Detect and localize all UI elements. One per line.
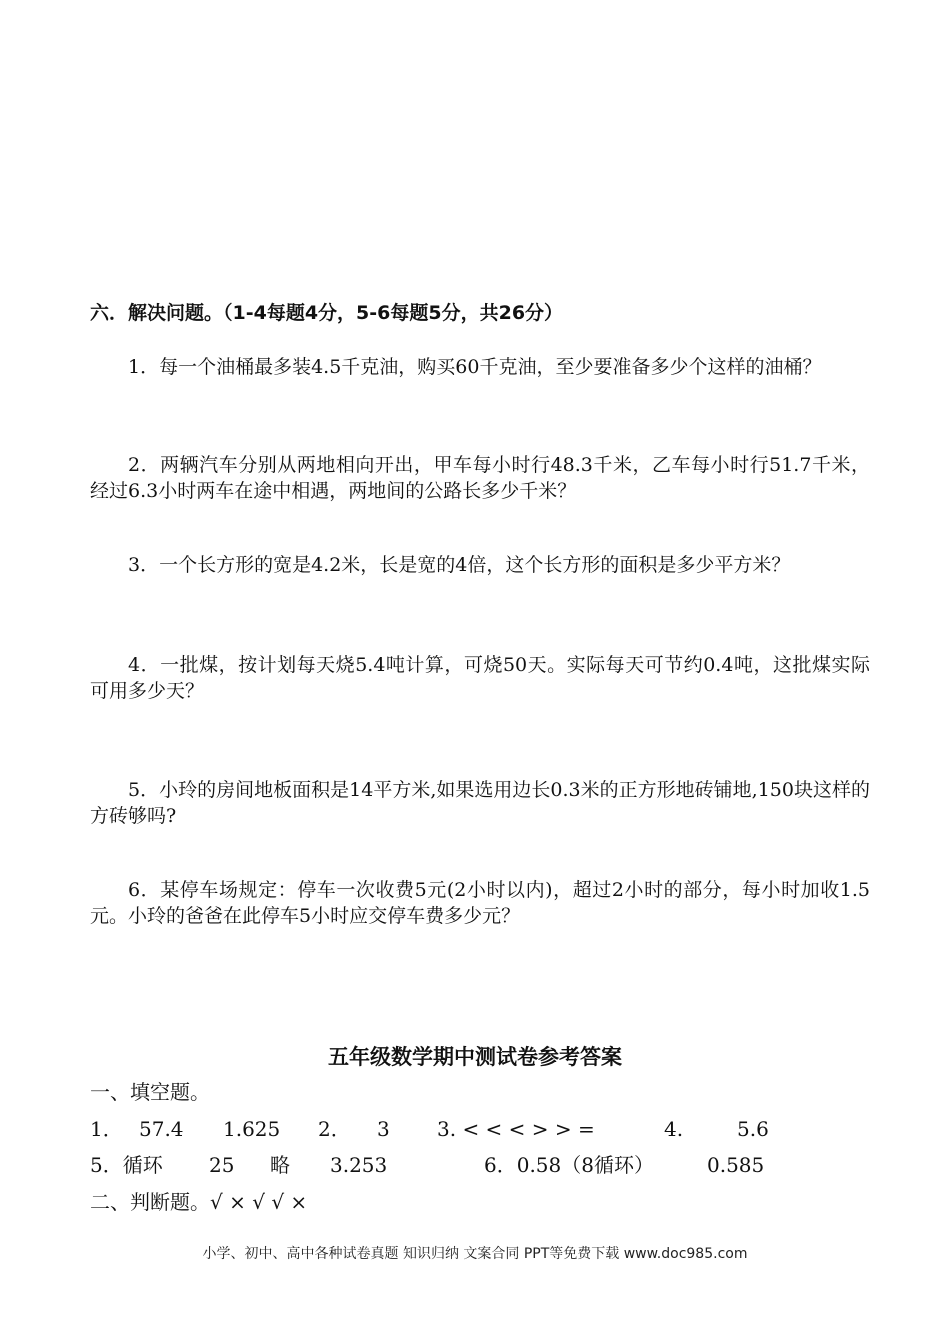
answer-value: 5.6 bbox=[737, 1117, 769, 1141]
answer-key-title: 五年级数学期中测试卷参考答案 bbox=[328, 1045, 622, 1069]
answer-value: 25 bbox=[209, 1153, 235, 1177]
answer-number: 5．循环 bbox=[90, 1153, 163, 1177]
question-5: 5．小玲的房间地板面积是14平方米,如果选用边长0.3米的正方形地砖铺地,150块这样的方砖够吗? bbox=[90, 779, 870, 827]
part1-heading: 一、填空题。 bbox=[90, 1080, 210, 1104]
part2-judgement: 二、判断题。√ × √ √ × bbox=[90, 1190, 308, 1214]
section-six-title: 六．解决问题。（1-4每题4分，5-6每题5分，共26分） bbox=[90, 302, 564, 324]
answer-value: 57.4 bbox=[139, 1117, 184, 1141]
answer-value: 0.585 bbox=[707, 1153, 765, 1177]
question-1: 1．每一个油桶最多装4.5千克油，购买60千克油，至少要准备多少个这样的油桶？ bbox=[128, 356, 822, 378]
question-4: 4．一批煤，按计划每天烧5.4吨计算，可烧50天。实际每天可节约0.4吨，这批煤实际可用多少天？ bbox=[90, 654, 870, 702]
answer-row-2 bbox=[90, 1150, 890, 1180]
answer-value: 3.253 bbox=[330, 1153, 388, 1177]
answer-number: 6．0.58（8循环） bbox=[484, 1153, 654, 1177]
answer-number: 1． bbox=[90, 1117, 123, 1141]
answer-number: 4. bbox=[664, 1117, 684, 1141]
answer-number: 2． bbox=[318, 1117, 351, 1141]
answer-value: 1.625 bbox=[223, 1117, 281, 1141]
answer-value: 略 bbox=[270, 1153, 290, 1177]
question-6: 6．某停车场规定：停车一次收费5元(2小时以内)，超过2小时的部分，每小时加收1.5元。小玲的爸爸在此停车5小时应交停车费多少元？ bbox=[90, 879, 870, 927]
question-3: 3．一个长方形的宽是4.2米，长是宽的4倍，这个长方形的面积是多少平方米？ bbox=[128, 554, 791, 576]
footer-text: 小学、初中、高中各种试卷真题 知识归纳 文案合同 PPT等免费下载 www.doc985.com bbox=[202, 1246, 748, 1262]
question-2: 2．两辆汽车分别从两地相向开出，甲车每小时行48.3千米，乙车每小时行51.7千米，经过6.3小时两车在途中相遇，两地间的公路长多少千米？ bbox=[90, 454, 870, 502]
answer-number: 3. < < < > > = bbox=[437, 1117, 595, 1141]
answer-row-1 bbox=[90, 1114, 890, 1144]
answer-value: 3 bbox=[377, 1117, 390, 1141]
